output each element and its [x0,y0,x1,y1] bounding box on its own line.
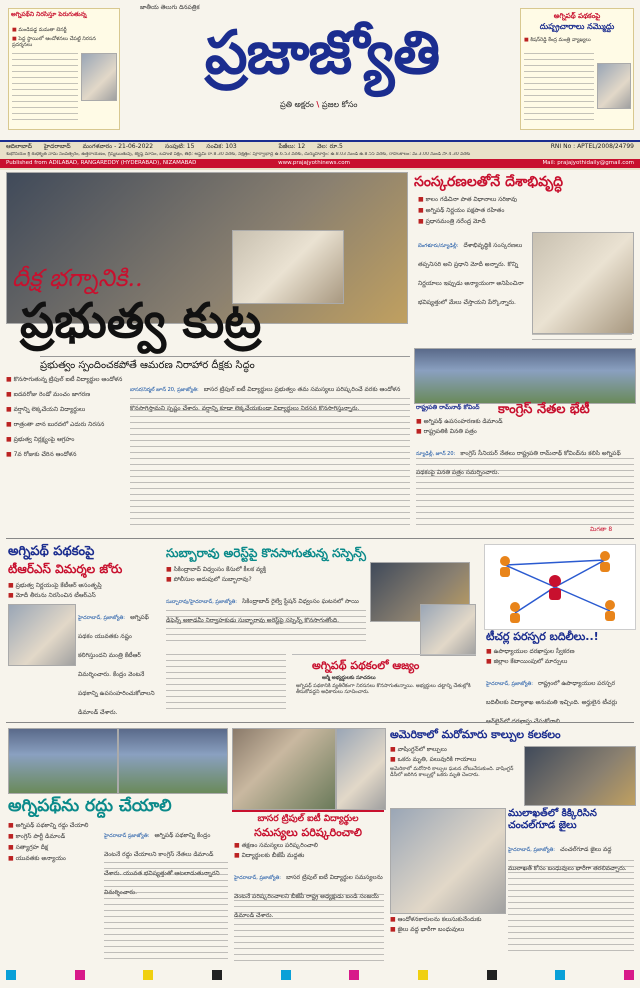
basara-bullet: ■ విద్యార్థులకు బీజేపీ మద్దతు [234,852,384,859]
slogan-left: ప్రతి అక్షరం [280,100,314,109]
subbarao-bullets [166,566,366,583]
lead-bullet: ■ ప్రభుత్వ నిర్లక్ష్యంపై ఆగ్రహం [6,436,124,443]
registration-mark [281,970,291,980]
teachers-body-text: రాష్ట్రంలో ఉపాధ్యాయుల పరస్పర బదిలీలకు విద్యాశాఖ అనుమతి ఇచ్చింది. అర్హులైన టీచర్లు [486,680,618,706]
price: వెల: రూ.5 [317,143,343,150]
congress-byline: న్యూఢిల్లీ, జూన్ 20: [416,451,456,457]
subbarao-byline: సుబ్బారావు/హైదరాబాద్, ప్రజాజ్యోతి: [166,599,237,605]
trs-headline-line2[interactable]: టీఆర్‌ఎస్ విమర్శల జోరు [8,562,123,576]
reforms-bullets [418,196,558,225]
basara-body-columns [234,894,384,962]
network-people-icon [485,545,635,629]
trs-bullet: ■ ప్రభుత్వ నిర్ణయంపై కేటీఆర్ అసంతృప్తి [8,582,158,589]
trs-body-text: అగ్నిపథ్ పథకం యువతకు నష్టం కలిగిస్తుందని మంత్రి కేటీఆర్ విమర్శించారు. కేంద్రం వెంటనే పథకాన్ని ఉపసంహరించుకోవాలని డిమాండ్ చేశారు. [78,614,155,716]
basara-byline: హైదరాబాద్, ప్రజాజ్యోతి: [234,875,281,881]
lead-bullet: ■ కొనసాగుతున్న ట్రిపుల్ ఐటీ విద్యార్థుల ఆందోళన [6,376,124,383]
lead-bullets [6,376,124,536]
kishan-reddy-photo [597,63,631,109]
registration-mark [555,970,565,980]
info-bar [0,140,640,170]
registration-mark [212,970,222,980]
america-body: అమెరికాలో మరోసారి కాల్పుల ఘటన చోటుచేసుకుంది. వాషింగ్టన్ డీసీలో జరిగిన కాల్పుల్లో ఒకరు మృతి చెందారు. [390,766,514,778]
lead-headline: ప్రభుత్వ కుట్ర [20,293,262,349]
left-promo-box[interactable] [8,8,120,130]
right-promo-body-text [524,53,594,123]
cancel-byline: హైదరాబాద్ ప్రజాజ్యోతి: [104,833,150,839]
registration-mark [143,970,153,980]
lead-bullet: ■ వర్షాన్ని లెక్కచేయని విద్యార్థులు [6,406,124,413]
reforms-byline: బెంగళూరు/న్యూఢిల్లీ: [418,243,459,249]
basara-bullets [234,842,384,859]
subbarao-left-col [166,654,286,714]
registration-mark [349,970,359,980]
subbarao-body-columns [166,610,366,646]
cancel-bullet: ■ అగ్నిపథ్ పథకాన్ని రద్దు చేయాలి [8,822,100,829]
right-promo-subtitle: దుష్ప్రచారాలు నమ్మొద్దు [539,22,615,31]
lead-bullet: ■ రాత్రంతా వాన బురదలో ఎదురు నిరసన [6,421,124,428]
basara-headline-line2[interactable]: సమస్యలు పరిష్కరించాలి [254,826,362,839]
city-adilabad: ఆదిలాబాద్ [6,143,32,150]
registration-mark [418,970,428,980]
jail-bullets [390,916,504,933]
teachers-bullet: ■ జిల్లాల కేటాయింపులో మార్పులు [486,658,634,665]
city-hyderabad: హైదరాబాద్ [43,143,71,150]
right-promo-item: ■ కిషన్‌రెడ్డి కేంద్ర మంత్రి వ్యాఖ్యలు [524,37,630,43]
trs-body [8,604,158,714]
trs-byline: హైదరాబాద్, ప్రజాజ్యోతి: [78,615,125,621]
page-count: పేజీలు: 12 [278,143,306,150]
congress-body [416,440,634,532]
teachers-body [486,670,634,718]
jail-headline[interactable]: ములాఖత్‌లో కిక్కిరిసిన చంచల్‌గూడ జైలు [508,808,597,831]
teachers-graphic [484,544,636,630]
america-bullet: ■ వాషింగ్టన్‌లో కాల్పులు [390,746,520,753]
reforms-bullet: ■ ప్రధానమంత్రి నరేంద్ర మోదీ [418,218,558,225]
modi-photo [532,232,634,334]
subbarao-bullet: ■ పోలీసుల అదుపులో సుబ్బారావు? [166,576,366,583]
lead-body-columns [130,398,410,528]
teachers-headline[interactable]: టీచర్ల పరస్పర బదిలీలు..! [486,630,599,643]
registration-mark [624,970,634,980]
trs-headline-line1[interactable]: అగ్నిపథ్ పథకంపై [8,544,95,559]
email-link[interactable]: Mail: prajajyothidaily@gmail.com [542,160,634,166]
volume: సంపుటి: 15 [164,143,195,150]
registration-mark [6,970,16,980]
cancel-body-columns [104,862,228,962]
published-strip [0,159,640,168]
basara-headline-line1[interactable]: బాసర ట్రిపుల్ ఐటీ విద్యార్థుల [257,814,359,824]
continuation-label[interactable]: మిగతా 8 [590,526,613,533]
congress-body-columns [416,458,634,528]
cancel-bullet: ■ సత్యాగ్రహ దీక్ష [8,844,100,851]
issue-date: మంగళవారం - 21-06-2022 [82,143,154,150]
section-divider [6,722,634,723]
jail-bullet: ■ జైలు వద్ద భారీగా బంధువులు [390,926,504,933]
reforms-col2-text [532,334,632,344]
cancel-bullets [8,822,100,862]
america-bullet: ■ ఒకరు మృతి, పలువురికి గాయాలు [390,756,520,763]
mamata-photo [81,53,117,101]
masthead [0,0,640,140]
congress-protest-photo-1 [8,728,118,794]
cancel-bullet: ■ యువతకు అన్యాయం [8,855,100,862]
bandi-sanjay-photo [232,728,336,810]
lead-kicker: దీక్ష భగ్నానికి.. [12,264,143,292]
chanchalguda-jail-photo [390,808,506,914]
left-promo-item: ■ పెద్ద స్థాయిలో ఆందోళనలు చేపట్టి నిరసన ప్రదర్శనలు [12,36,116,48]
jail-bullet: ■ ఆందోళనకారులను కలుసుకునేందుకు [390,916,504,923]
lead-byline: బాసర/నిర్మల్ జూన్ 20, ప్రజాజ్యోతి: [130,387,199,393]
america-bullets [390,746,520,763]
subbarao-photo [420,604,476,656]
newspaper-title[interactable]: ప్రజాజ్యోతి [204,18,440,88]
jail-body [508,836,634,956]
trs-bullet: ■ మోదీ తీరును నిరసించిన టీఆర్ఎస్ [8,592,158,599]
reforms-body-text: దేశాభివృద్ధికి సంస్కరణలు తప్పనిసరి అని ప్రధాని మోదీ అన్నారు. కొన్ని నిర్ణయాలు ఇప్పుడు అన్యాయంగా అనిపించినా భవిష్యత్తులో మేలు చేస్తాయని పేర్కొన్నారు. [418,242,524,306]
registration-mark [487,970,497,980]
almanac-line: శుభోదయం శ్రీ శుభకృత్ నామ సంవత్సరం, ఉత్తరాయణం, గ్రీష్మఋతువు, జ్యేష్ఠ మాసం, బహుళ పక్షం, తిథి: అష్టమి రా.8.30 వరకు, నక్షత్రం: పూర్వాభాద్ర ఉ.6.53 వరకు, దుర్ముహూర్తం: ఉ.8.03 నుండి ఉ.8.55 వరకు, రాహుకాలం: మ.3.00 నుండి సా.4.30 వరకు [6,152,471,157]
protest-body: అగ్నిపథ్ పథకానికి వ్యతిరేకంగా నిరసనలు కొనసాగుతున్నాయి. అభ్యర్థులు చట్టాన్ని చేతుల్లోకి తీసుకోవద్దని అధికారులు సూచించారు. [296,683,471,695]
trs-bullets [8,582,158,599]
subbarao-body [166,588,366,648]
congress-bullets [416,418,526,435]
issue-number: సంచిక: 103 [206,143,237,150]
congress-protest-photo-2 [118,728,228,794]
jail-body-text: చంచల్‌గూడ జైలు వద్ద ములాఖత్ కోసం బంధువులు భారీగా తరలివచ్చారు. [508,846,627,872]
slogan-logo-icon: \ [316,100,320,109]
jail-body-columns [508,860,634,952]
registration-strip [0,970,640,984]
left-promo-title: అగ్నిపథ్‌ని నిరసిస్తూ పెరుగుతున్న [11,11,87,18]
basara-body [234,864,384,964]
congress-body-text: కాంగ్రెస్ సీనియర్ నేతలు రాష్ట్రపతి రామ్‌నాథ్ కోవింద్‌ను కలిసి అగ్నిపథ్ పథకంపై వినతి పత్రం సమర్పించారు. [416,450,621,476]
cancel-headline[interactable]: అగ్నిపథ్‌ను రద్దు చేయాలి [8,796,172,816]
registration-mark [75,970,85,980]
basara-body-text: బాసర ట్రిపుల్ ఐటీ విద్యార్థుల సమస్యలను వెంటనే పరిష్కరించాలని బీజేపీ రాష్ట్ర అధ్యక్షుడు బండి సంజయ్ డిమాండ్ చేశారు. [234,874,383,919]
protest-headline[interactable]: అగ్నిపథ్ పథకంలో ఆజ్యం [312,659,420,672]
cancel-body-text: అగ్నిపథ్ పథకాన్ని కేంద్రం వెంటనే రద్దు చేయాలని కాంగ్రెస్ నేతలు డిమాండ్ చేశారు. యువత భవిష్యత్తుతో ఆటలాడుతున్నారని విమర్శించారు. [104,832,220,896]
congress-bullet: ■ అగ్నిపథ్ ఉపసంహరణకు డిమాండ్ [416,418,526,425]
slogan-right: ప్రజల కోసం [321,100,358,109]
rni-number: RNI No : APTEL/2008/24799 [550,143,634,150]
lead-bullet: ■ 7వ రోజుకు చేరిన ఆందోళన [6,451,124,458]
teachers-bullet: ■ ఉపాధ్యాయుల దరఖాస్తుల స్వీకరణ [486,648,634,655]
cancel-body [104,822,228,962]
cancel-bullet: ■ కాంగ్రెస్ పార్టీ డిమాండ్ [8,833,100,840]
reforms-bullet: ■ అగ్నిపథ్ నిర్ణయం పక్షపాత రహితం [418,207,558,214]
reforms-bullet: ■ కాలం గడిచినా పాత విధానాలు సరికావు [418,196,558,203]
website-link[interactable]: www.prajajyothinews.com [278,160,350,166]
america-shooting-photo [524,746,636,806]
america-headline[interactable]: అమెరికాలో మరోమారు కాల్పుల కలకలం [390,728,561,741]
congress-caption: రాష్ట్రపతి రామ్‌నాథ్ కోవింద్ [416,404,480,411]
masthead-tagline: జాతీయ తెలుగు దినపత్రిక [140,4,200,11]
reforms-body [418,232,528,342]
congress-bullet: ■ రాష్ట్రపతికి వినతి పత్రం [416,428,526,435]
lead-bullet: ■ ఐదవరోజు రెండో మంచం జాగరణ [6,391,124,398]
masthead-slogan [280,100,440,111]
subbarao-bullet: ■ సికింద్రాబాద్ విధ్వంసం కేసులో కీలక వ్యక్తి [166,566,366,573]
teachers-bullets [486,648,634,665]
congress-leaders-photo [414,348,636,404]
jail-byline: హైదరాబాద్, ప్రజాజ్యోతి: [508,847,555,853]
right-promo-title: అగ్నిపథ్ పథకంపై [553,12,601,20]
congress-headline[interactable]: కాంగ్రెస్ నేతల భేటీ [498,402,590,417]
lead-body [130,376,410,532]
basara-bullet: ■ తక్షణం సమస్యలు పరిష్కరించాలి [234,842,384,849]
reforms-headline[interactable]: సంస్కరణలతోనే దేశాభివృద్ధి [414,174,563,190]
lead-body-text: బాసర ట్రిపుల్ ఐటీ విద్యార్థులు ప్రభుత్వం తమ సమస్యలు పరిష్కరించే వరకు ఆందోళన కొనసాగిస్తామని స్పష్టం చేశారు. వర్షాన్ని కూడా లెక్కచేయకుండా విద్యార్థులు నిరసన కొనసాగిస్తున్నారు. [130,386,401,412]
info-row [6,143,634,152]
left-promo-body-text [12,53,78,123]
right-promo-box[interactable] [520,8,634,130]
subbarao-headline[interactable]: సుబ్బారావు అరెస్ట్‌పై కొనసాగుతున్న సస్పెన్స్ [166,546,366,560]
protest-box [292,654,476,719]
subbarao-body-text: సికింద్రాబాద్ రైల్వే స్టేషన్ విధ్వంసం ఘటనలో సాయి డిఫెన్స్ అకాడమీ నిర్వాహకుడు సుబ్బారావు అరెస్ట్‌పై సస్పెన్స్ కొనసాగుతోంది. [166,598,359,624]
bjp-press-photo [336,728,386,810]
published-from: Published from ADILABAD, RANGAREDDY (HYDERABAD), NIZAMABAD [6,160,197,166]
teachers-byline: హైదరాబాద్, ప్రజాజ్యోతి: [486,681,533,687]
lead-subhead: ప్రభుత్వం స్పందించకపోతే ఆమరణ నిరాహార దీక్షకు సిద్ధం [40,356,410,373]
left-promo-item: ■ మండిపడ్డ మమతా బెనర్జీ [12,27,116,33]
basara-headline-box [232,810,384,842]
section-divider [6,538,634,539]
protest-sub: ఆర్మీ అభ్యర్థులకు సూచనలు [322,675,376,681]
